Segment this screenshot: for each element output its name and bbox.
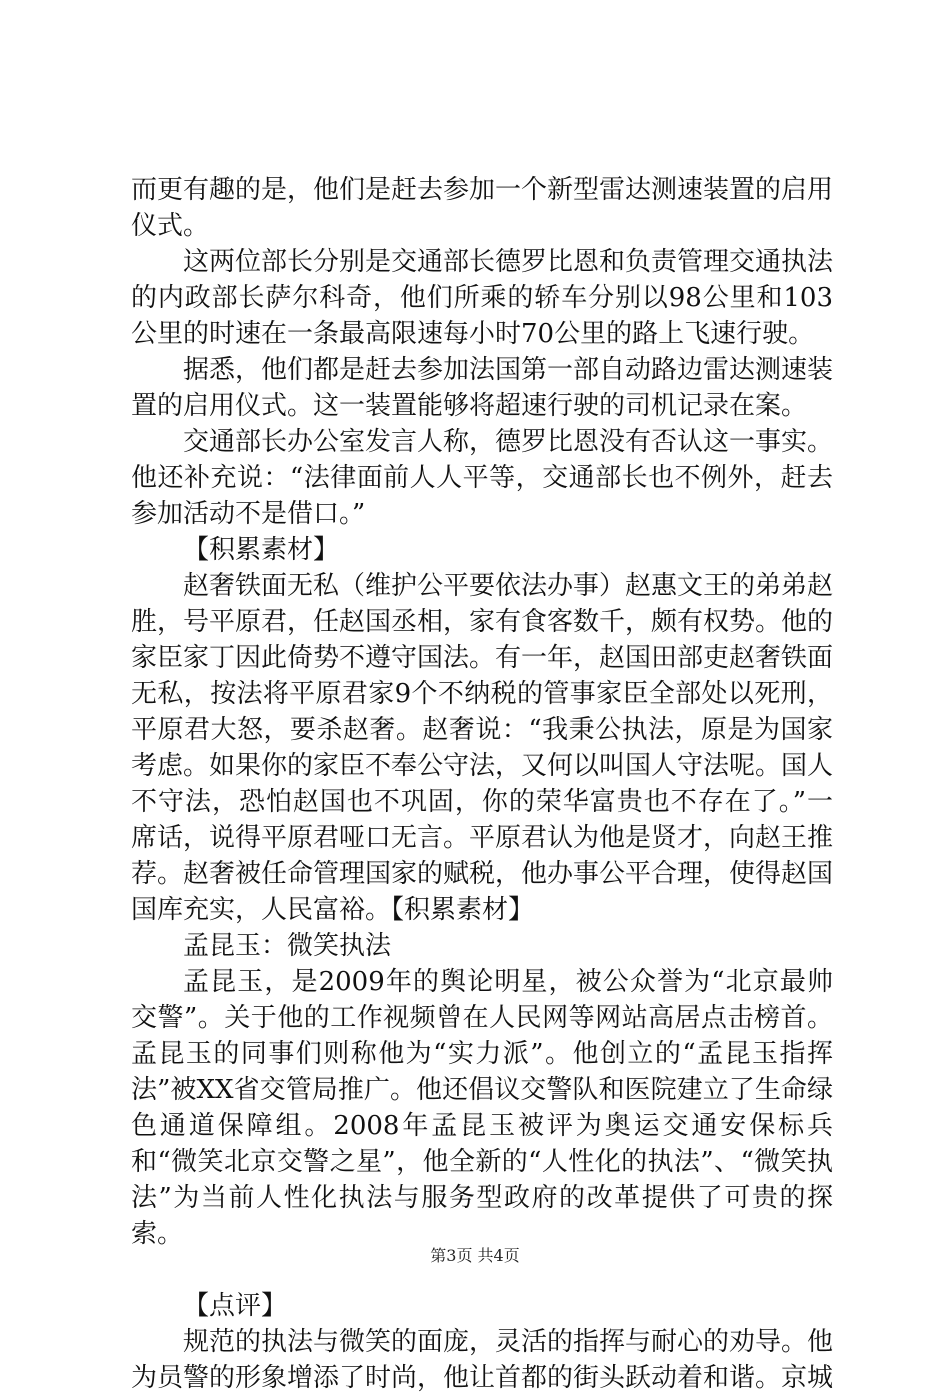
paragraph: 赵奢铁面无私（维护公平要依法办事）赵惠文王的弟弟赵胜，号平原君，任赵国丞相，家有食客数千，颇有权势。他的家臣家丁因此倚势不遵守国法。有一年，赵国田部吏赵奢铁面无私，按法将平原君家9个不纳税的管事家臣全部处以死刑，平原君大怒，要杀赵奢。赵奢说：“我秉公执法，原是为国家考虑。如果你的家臣不奉公守法，又何以叫国人守法呢。国人不守法，恐怕赵国也不巩固，你的荣华富贵也不存在了。”一席话，说得平原君哑口无言。平原君认为他是贤才，向赵王推荐。赵奢被任命管理国家的赋税，他办事公平合理，使得赵国国库充实，人民富裕。【积累素材】 [131,571,834,925]
paragraph: 交通部长办公室发言人称，德罗比恩没有否认这一事实。他还补充说：“法律面前人人平等，交通部长也不例外，赶去参加活动不是借口。” [131,427,834,529]
document-body [131,172,833,1396]
paragraph: 规范的执法与微笑的面庞，灵活的指挥与耐心的劝导。他为员警的形象增添了时尚，他让首都的街头跃动着和谐。京城 [131,1327,834,1393]
section-heading: 孟昆玉：微笑执法 [183,931,392,961]
paragraph: 这两位部长分别是交通部长德罗比恩和负责管理交通执法的内政部长萨尔科奇，他们所乘的轿车分别以98公里和103公里的时速在一条最高限速每小时70公里的路上飞速行驶。 [131,247,834,349]
section-heading: 【点评】 [183,1291,288,1321]
paragraph: 孟昆玉，是2009年的舆论明星，被公众誉为“北京最帅交警”。关于他的工作视频曾在人民网等网站高居点击榜首。孟昆玉的同事们则称他为“实力派”。他创立的“孟昆玉指挥法”被XX省交管局推广。他还倡议交警队和医院建立了生命绿色通道保障组。2008年孟昆玉被评为奥运交通安保标兵和“微笑北京交警之星”，他全新的“人性化的执法”、“微笑执法”为当前人性化执法与服务型政府的改革提供了可贵的探索。 [131,967,833,1249]
paragraph: 据悉，他们都是赶去参加法国第一部自动路边雷达测速装置的启用仪式。这一装置能够将超速行驶的司机记录在案。 [131,355,834,421]
page-footer: 第3页 共4页 [430,1246,520,1265]
section-heading: 【积累素材】 [183,535,340,565]
paragraph: 而更有趣的是，他们是赶去参加一个新型雷达测速装置的启用仪式。 [131,175,834,241]
